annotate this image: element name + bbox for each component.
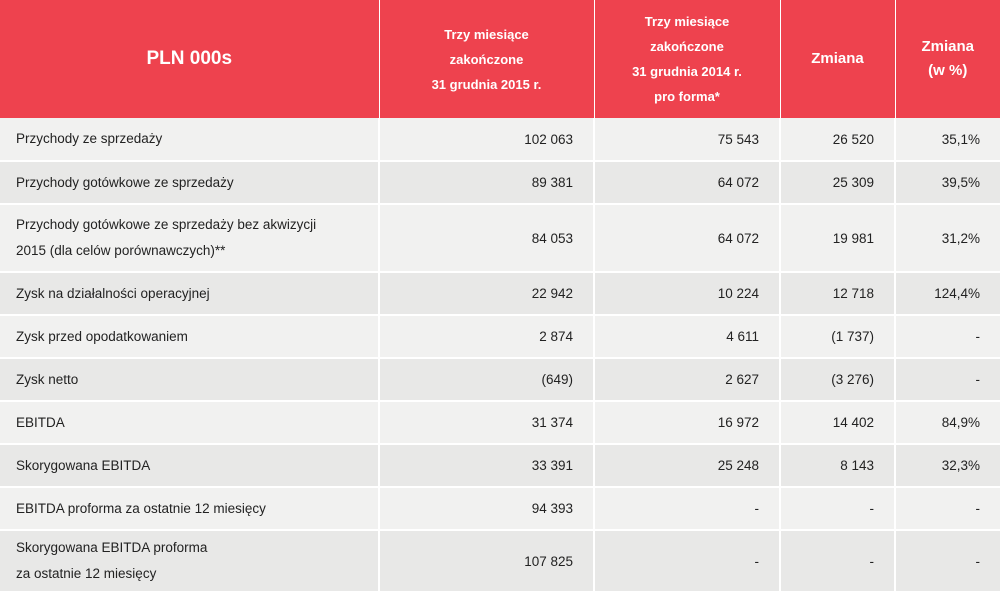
value-change: 26 520 <box>780 118 895 161</box>
value-q4-2014: 64 072 <box>594 204 780 272</box>
row-label-line: Zysk przed opodatkowaniem <box>16 328 188 344</box>
header-q4-2014-line: zakończone <box>650 39 724 54</box>
value-q4-2015: (649) <box>379 358 594 401</box>
value-q4-2015: 2 874 <box>379 315 594 358</box>
value-q4-2015: 102 063 <box>379 118 594 161</box>
header-change-percent-line: (w %) <box>928 62 968 79</box>
row-label-line: Skorygowana EBITDA <box>16 457 151 473</box>
value-q4-2014: 64 072 <box>594 161 780 204</box>
header-q4-2015-line: 31 grudnia 2015 r. <box>431 76 542 92</box>
header-change-percent <box>895 0 1000 118</box>
value-q4-2014: 10 224 <box>594 272 780 315</box>
header-label-column: PLN 000s <box>0 0 379 118</box>
header-q4-2014-line: Trzy miesiące <box>644 14 730 29</box>
table-row <box>0 358 1000 401</box>
table-row <box>0 315 1000 358</box>
value-change: (3 276) <box>780 358 895 401</box>
value-change: 19 981 <box>780 204 895 272</box>
row-label-line: za ostatnie 12 miesięcy <box>16 566 157 581</box>
value-q4-2015: 94 393 <box>379 487 594 530</box>
value-change-percent: 31,2% <box>895 204 1000 272</box>
row-label <box>0 315 379 358</box>
row-label-line: 2015 (dla celów porównawczych)** <box>16 243 226 258</box>
row-label-line: Skorygowana EBITDA proforma <box>16 540 208 555</box>
value-q4-2014: - <box>594 530 780 592</box>
row-label-line: Przychody ze sprzedaży <box>16 131 163 146</box>
row-label <box>0 118 379 161</box>
row-label-line: EBITDA <box>16 414 65 430</box>
value-q4-2015: 31 374 <box>379 401 594 444</box>
value-q4-2015: 33 391 <box>379 444 594 487</box>
value-q4-2014: 4 611 <box>594 315 780 358</box>
value-q4-2014: 2 627 <box>594 358 780 401</box>
value-q4-2015: 22 942 <box>379 272 594 315</box>
header-q4-2015 <box>379 0 594 118</box>
header-q4-2014-line: pro forma* <box>654 89 720 104</box>
value-change-percent: - <box>895 358 1000 401</box>
value-change-percent: - <box>895 530 1000 592</box>
value-change: 25 309 <box>780 161 895 204</box>
row-label <box>0 204 379 272</box>
row-label-line: Zysk na działalności operacyjnej <box>16 285 210 301</box>
value-q4-2014: 25 248 <box>594 444 780 487</box>
table-row <box>0 444 1000 487</box>
value-q4-2014: 16 972 <box>594 401 780 444</box>
row-label-line: EBITDA proforma za ostatnie 12 miesięcy <box>16 500 266 516</box>
value-q4-2015: 107 825 <box>379 530 594 592</box>
row-label-line: Przychody gotówkowe ze sprzedaży <box>16 174 234 190</box>
row-label <box>0 358 379 401</box>
value-q4-2014: - <box>594 487 780 530</box>
value-change: - <box>780 530 895 592</box>
value-change-percent: 32,3% <box>895 444 1000 487</box>
value-q4-2014: 75 543 <box>594 118 780 161</box>
value-change-percent: - <box>895 315 1000 358</box>
table-row <box>0 161 1000 204</box>
value-q4-2015: 89 381 <box>379 161 594 204</box>
value-change: 8 143 <box>780 444 895 487</box>
value-change: 12 718 <box>780 272 895 315</box>
table-row <box>0 401 1000 444</box>
table-row <box>0 118 1000 161</box>
header-change-percent-line: Zmiana <box>921 38 974 55</box>
row-label <box>0 401 379 444</box>
header-q4-2014-pro-forma <box>594 0 780 118</box>
value-change-percent: 84,9% <box>895 401 1000 444</box>
header-q4-2015-line: zakończone <box>449 51 524 67</box>
row-label-line: Przychody gotówkowe ze sprzedaży bez akwizycji <box>16 217 317 232</box>
value-q4-2015: 84 053 <box>379 204 594 272</box>
header-change: Zmiana <box>780 0 895 118</box>
value-change-percent: 35,1% <box>895 118 1000 161</box>
value-change-percent: 124,4% <box>895 272 1000 315</box>
value-change: 14 402 <box>780 401 895 444</box>
table-row <box>0 272 1000 315</box>
header-q4-2014-line: 31 grudnia 2014 r. <box>632 64 742 79</box>
value-change-percent: - <box>895 487 1000 530</box>
row-label <box>0 487 379 530</box>
value-change: - <box>780 487 895 530</box>
row-label <box>0 161 379 204</box>
table-row <box>0 204 1000 272</box>
table-row <box>0 487 1000 530</box>
value-change-percent: 39,5% <box>895 161 1000 204</box>
value-change: (1 737) <box>780 315 895 358</box>
row-label <box>0 272 379 315</box>
header-q4-2015-line: Trzy miesiące <box>444 26 529 42</box>
row-label <box>0 444 379 487</box>
row-label-line: Zysk netto <box>16 371 79 387</box>
table-row <box>0 530 1000 592</box>
row-label <box>0 530 379 592</box>
table-header-row <box>0 0 1000 118</box>
